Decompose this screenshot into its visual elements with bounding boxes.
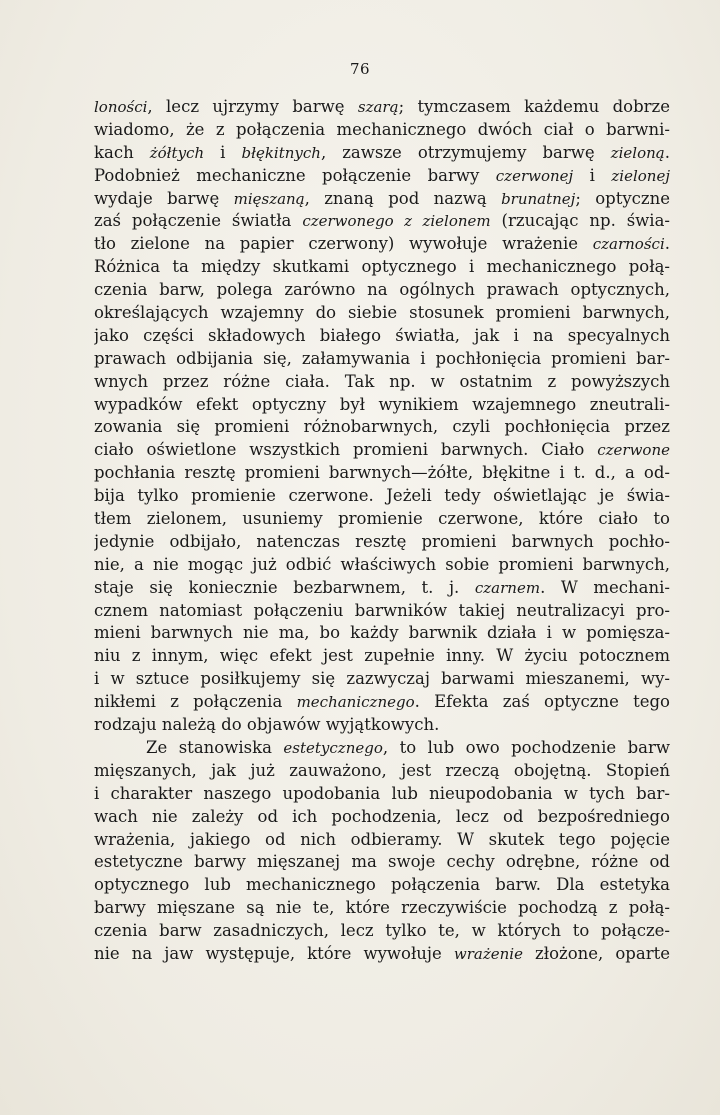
text-line: Ze stanowiska estetycznego, to lub owo pochodzenie barw <box>146 737 670 757</box>
text-line: nikłemi z połączenia mechanicznego. Efekta zaś optyczne tego <box>94 692 670 712</box>
text-line: zowania się promieni różnobarwnych, czyli pochłonięcia przez <box>94 417 670 437</box>
text-line: wypadków efekt optyczny był wynikiem wzajemnego zneutrali- <box>94 394 670 414</box>
text-line: i w sztuce posiłkujemy się zazwyczaj barwami mieszanemi, wy- <box>94 669 670 689</box>
text-line: jako części składowych białego światła, jak i na specyalnych <box>94 325 670 345</box>
text-line: barwy mięszane są nie te, które rzeczywiście pochodzą z połą- <box>94 898 670 918</box>
text-line: tło zielone na papier czerwony) wywołuje wrażenie czarności. <box>94 234 670 254</box>
text-line: mięszanych, jak już zauważono, jest rzeczą obojętną. Stopień <box>94 760 670 780</box>
text-line: bija tylko promienie czerwone. Jeżeli tedy oświetlając je świa- <box>94 486 670 506</box>
text-line: jedynie odbijało, natenczas resztę promieni barwnych pochło- <box>94 531 670 551</box>
text-line: tłem zielonem, usuniemy promienie czerwone, które ciało to <box>94 509 670 529</box>
text-line: kach żółtych i błękitnych, zawsze otrzymujemy barwę zieloną. <box>94 142 670 162</box>
text-line: optycznego lub mechanicznego połączenia barw. Dla estetyka <box>94 875 670 895</box>
text-line: wnych przez różne ciała. Tak np. w ostatnim z powyższych <box>94 371 670 391</box>
text-line: czenia barw, polega zarówno na ogólnych prawach optycznych, <box>94 280 670 300</box>
text-line: ciało oświetlone wszystkich promieni barwnych. Ciało czerwone <box>94 440 670 460</box>
body-text <box>94 96 670 966</box>
text-line: Podobnież mechaniczne połączenie barwy czerwonej i zielonej <box>94 165 670 185</box>
text-line: mieni barwnych nie ma, bo każdy barwnik działa i w pomięsza- <box>94 623 670 643</box>
text-line: estetyczne barwy mięszanej ma swoje cechy odrębne, różne od <box>94 852 670 872</box>
text-line: i charakter naszego upodobania lub nieupodobania w tych bar- <box>94 783 670 803</box>
text-line: pochłania resztę promieni barwnych—żółte, błękitne i t. d., a od- <box>94 463 670 483</box>
text-line: nie, a nie mogąc już odbić właściwych sobie promieni barwnych, <box>94 554 670 574</box>
text-line: loności, lecz ujrzymy barwę szarą; tymczasem każdemu dobrze <box>94 97 670 116</box>
text-line: określających wzajemny do siebie stosunek promieni barwnych, <box>94 303 670 323</box>
text-line: wydaje barwę mięszaną, znaną pod nazwą brunatnej; optyczne <box>94 188 670 208</box>
text-line: rodzaju należą do objawów wyjątkowych. <box>94 715 440 735</box>
text-line: wach nie zależy od ich pochodzenia, lecz od bezpośredniego <box>94 806 670 826</box>
text-line: staje się koniecznie bezbarwnem, t. j. czarnem. W mechani- <box>94 577 670 597</box>
page-number: 76 <box>349 60 371 78</box>
text-line: wiadomo, że z połączenia mechanicznego dwóch ciał o barwni- <box>94 119 670 139</box>
text-line: wrażenia, jakiego od nich odbieramy. W skutek tego pojęcie <box>94 829 670 849</box>
text-line: prawach odbijania się, załamywania i pochłonięcia promieni bar- <box>94 348 670 368</box>
text-line: niu z innym, więc efekt jest zupełnie inny. W życiu potocznem <box>94 646 670 666</box>
text-line: nie na jaw występuje, które wywołuje wrażenie złożone, oparte <box>94 943 670 963</box>
text-line: cznem natomiast połączeniu barwników takiej neutralizacyi pro- <box>94 600 670 620</box>
text-line: zaś połączenie światła czerwonego z zielonem (rzucając np. świa- <box>94 211 670 231</box>
text-line: czenia barw zasadniczych, lecz tylko te, w których to połącze- <box>94 921 670 941</box>
text-line: Różnica ta między skutkami optycznego i mechanicznego połą- <box>94 257 670 277</box>
